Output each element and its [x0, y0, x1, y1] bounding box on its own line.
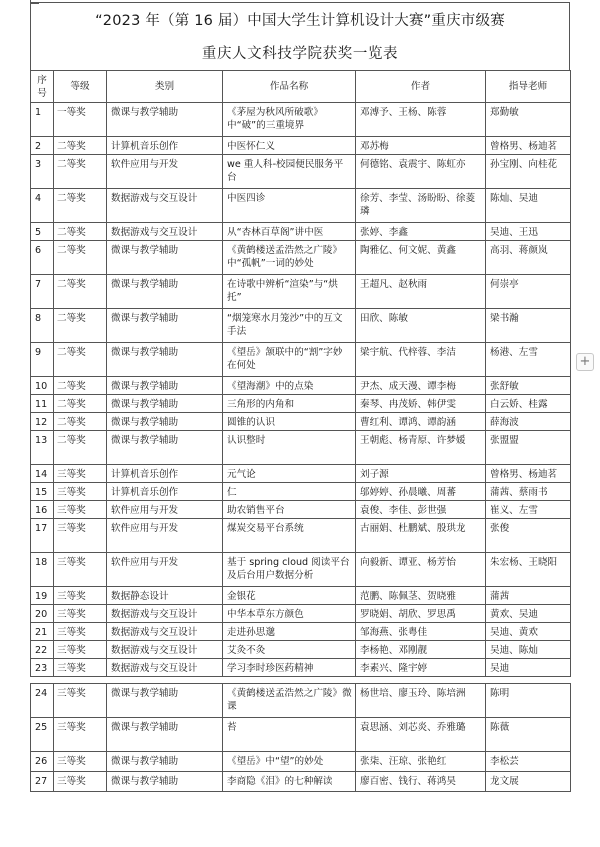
cell-rank: 三等奖: [54, 483, 107, 501]
cell-authors: 徐芳、李莹、汤盼盼、徐菱璘: [356, 189, 486, 223]
cell-category: 微课与教学辅助: [107, 241, 223, 275]
table-row: [31, 309, 571, 343]
cell-category: 数据游戏与交互设计: [107, 189, 223, 223]
table-row: [31, 483, 571, 501]
cell-advisors: 陈灿、吴迪: [486, 189, 571, 223]
cell-rank: 二等奖: [54, 137, 107, 155]
cell-category: 微课与教学辅助: [107, 772, 223, 792]
cell-advisors: 张舒敏: [486, 377, 571, 395]
header-index: 序号: [31, 71, 54, 103]
cell-category: 计算机音乐创作: [107, 465, 223, 483]
cell-rank: 二等奖: [54, 155, 107, 189]
table-row: [31, 343, 571, 377]
cell-authors: 向毅新、谭亚、杨芳怡: [356, 553, 486, 587]
cell-index: 15: [31, 483, 54, 501]
cell-authors: 陶雅亿、何文妮、黄鑫: [356, 241, 486, 275]
cell-authors: 罗晓娟、胡欣、罗思禹: [356, 605, 486, 623]
cell-work: 《望岳》颔联中的“割”字妙在何处: [223, 343, 356, 377]
cell-work: 从“杏林百草阁”讲中医: [223, 223, 356, 241]
cell-work: 中医四诊: [223, 189, 356, 223]
cell-rank: 三等奖: [54, 519, 107, 553]
award-document: [30, 2, 570, 792]
cell-rank: 二等奖: [54, 413, 107, 431]
cell-index: 1: [31, 103, 54, 137]
table-row: [31, 275, 571, 309]
cell-advisors: 崔义、左雪: [486, 501, 571, 519]
cell-advisors: 何崇亭: [486, 275, 571, 309]
cell-category: 计算机音乐创作: [107, 137, 223, 155]
cell-advisors: 杨港、左雪: [486, 343, 571, 377]
cell-index: 25: [31, 718, 54, 752]
cell-index: 27: [31, 772, 54, 792]
cell-advisors: 蒲茜、蔡雨书: [486, 483, 571, 501]
cell-authors: 杨世培、廖玉玲、陈培洲: [356, 684, 486, 718]
award-table: [30, 70, 571, 677]
cell-category: 软件应用与开发: [107, 553, 223, 587]
cell-category: 微课与教学辅助: [107, 413, 223, 431]
cell-index: 5: [31, 223, 54, 241]
cell-advisors: 陈明: [486, 684, 571, 718]
table-row: [31, 465, 571, 483]
cell-category: 微课与教学辅助: [107, 103, 223, 137]
cell-rank: 三等奖: [54, 772, 107, 792]
cell-rank: 二等奖: [54, 241, 107, 275]
cell-advisors: 郑勤敏: [486, 103, 571, 137]
competition-title: “2023 年（第 16 届）中国大学生计算机设计大赛”重庆市级赛: [95, 13, 505, 29]
table-row: [31, 501, 571, 519]
cell-rank: 三等奖: [54, 752, 107, 772]
cell-rank: 二等奖: [54, 189, 107, 223]
cell-category: 数据游戏与交互设计: [107, 223, 223, 241]
cell-index: 10: [31, 377, 54, 395]
cell-advisors: 孙宝刚、向桂花: [486, 155, 571, 189]
cell-work: 元气论: [223, 465, 356, 483]
cell-index: 19: [31, 587, 54, 605]
table-row: [31, 553, 571, 587]
cell-authors: 尹杰、成天漫、谭李梅: [356, 377, 486, 395]
cell-category: 数据游戏与交互设计: [107, 605, 223, 623]
cell-work: 基于 spring cloud 阅读平台及后台用户数据分析: [223, 553, 356, 587]
table-row: [31, 241, 571, 275]
cell-rank: 二等奖: [54, 343, 107, 377]
cell-work: 《望海潮》中的点染: [223, 377, 356, 395]
table-row: [31, 431, 571, 465]
cell-advisors: 梁书瀚: [486, 309, 571, 343]
cell-index: 23: [31, 659, 54, 677]
cell-rank: 三等奖: [54, 587, 107, 605]
cell-rank: 二等奖: [54, 309, 107, 343]
cell-index: 13: [31, 431, 54, 465]
cell-rank: 三等奖: [54, 684, 107, 718]
cell-work: 《望岳》中“望”的妙处: [223, 752, 356, 772]
cell-rank: 三等奖: [54, 605, 107, 623]
cell-work: 苔: [223, 718, 356, 752]
table-row: [31, 189, 571, 223]
table-row: [31, 377, 571, 395]
cell-authors: 田欣、陈敏: [356, 309, 486, 343]
cell-advisors: 朱宏杨、王晓阳: [486, 553, 571, 587]
cell-authors: 张婷、李鑫: [356, 223, 486, 241]
cell-authors: 袁思涵、刘芯炎、乔雅璐: [356, 718, 486, 752]
cell-rank: 一等奖: [54, 103, 107, 137]
cell-work: 艾灸不灸: [223, 641, 356, 659]
cell-authors: 曹红利、谭鸿、谭韵涵: [356, 413, 486, 431]
cell-category: 微课与教学辅助: [107, 395, 223, 413]
cell-authors: 邹海燕、张粤佳: [356, 623, 486, 641]
cell-advisors: 薛海波: [486, 413, 571, 431]
table-body-part1: [31, 103, 571, 677]
cell-advisors: 高羽、蒋颜岚: [486, 241, 571, 275]
cell-work: 《茅屋为秋风所破歌》中“破”的三重境界: [223, 103, 356, 137]
cell-index: 26: [31, 752, 54, 772]
table-row: [31, 587, 571, 605]
cell-advisors: 龙文展: [486, 772, 571, 792]
header-work: 作品名称: [223, 71, 356, 103]
cell-advisors: 陈薇: [486, 718, 571, 752]
cell-category: 计算机音乐创作: [107, 483, 223, 501]
cell-advisors: 曾格男、杨迪茗: [486, 465, 571, 483]
cell-advisors: 黄欢、吴迪: [486, 605, 571, 623]
title-block: [30, 2, 570, 70]
cell-work: 煤炭交易平台系统: [223, 519, 356, 553]
header-category: 类别: [107, 71, 223, 103]
cell-index: 2: [31, 137, 54, 155]
cell-work: 圆锥的认识: [223, 413, 356, 431]
header-rank: 等级: [54, 71, 107, 103]
cell-authors: 范鹏、陈佩茎、贺晓雅: [356, 587, 486, 605]
cell-authors: 廖百密、钱行、蒋鸿昊: [356, 772, 486, 792]
cell-authors: 何德铭、袁震宇、陈虹亦: [356, 155, 486, 189]
cell-rank: 三等奖: [54, 553, 107, 587]
cell-index: 14: [31, 465, 54, 483]
cell-rank: 二等奖: [54, 431, 107, 465]
table-row: [31, 223, 571, 241]
add-icon[interactable]: +: [576, 353, 594, 371]
table-row: [31, 395, 571, 413]
cell-advisors: 白云娇、桂露: [486, 395, 571, 413]
cell-work: 中华本草东方颜色: [223, 605, 356, 623]
award-table-continued: [30, 683, 571, 792]
cell-category: 微课与教学辅助: [107, 718, 223, 752]
cell-rank: 三等奖: [54, 718, 107, 752]
cell-authors: 邓苏梅: [356, 137, 486, 155]
cell-authors: 邓溥予、王杨、陈蓉: [356, 103, 486, 137]
cell-rank: 三等奖: [54, 501, 107, 519]
cell-index: 9: [31, 343, 54, 377]
cell-category: 微课与教学辅助: [107, 752, 223, 772]
table-row: [31, 641, 571, 659]
table-row: [31, 752, 571, 772]
cell-index: 24: [31, 684, 54, 718]
cell-authors: 梁宇航、代梓蓉、李洁: [356, 343, 486, 377]
cell-advisors: 张盟盟: [486, 431, 571, 465]
cell-work: 走进孙思邈: [223, 623, 356, 641]
cell-advisors: 曾格男、杨迪茗: [486, 137, 571, 155]
cell-advisors: 李松芸: [486, 752, 571, 772]
cell-index: 4: [31, 189, 54, 223]
cell-work: 金银花: [223, 587, 356, 605]
cell-index: 7: [31, 275, 54, 309]
cell-category: 微课与教学辅助: [107, 275, 223, 309]
cell-category: 微课与教学辅助: [107, 343, 223, 377]
cell-category: 软件应用与开发: [107, 519, 223, 553]
cell-category: 数据游戏与交互设计: [107, 659, 223, 677]
table-row: [31, 103, 571, 137]
cell-index: 12: [31, 413, 54, 431]
table-title: 重庆人文科技学院获奖一览表: [201, 46, 399, 62]
cell-work: 中医怀仁义: [223, 137, 356, 155]
cell-work: 仁: [223, 483, 356, 501]
cell-index: 6: [31, 241, 54, 275]
cell-index: 16: [31, 501, 54, 519]
cell-index: 11: [31, 395, 54, 413]
header-advisors: 指导老师: [486, 71, 571, 103]
cell-work: 李商隐《泪》的七种解读: [223, 772, 356, 792]
cell-rank: 二等奖: [54, 223, 107, 241]
cell-authors: 李杨艳、邓刚靓: [356, 641, 486, 659]
header-authors: 作者: [356, 71, 486, 103]
cell-category: 微课与教学辅助: [107, 684, 223, 718]
cell-rank: 三等奖: [54, 465, 107, 483]
cell-rank: 二等奖: [54, 275, 107, 309]
cell-authors: 李素兴、隆宇婷: [356, 659, 486, 677]
table-row: [31, 413, 571, 431]
cell-authors: 秦琴、冉茂娇、韩伊雯: [356, 395, 486, 413]
table-row: [31, 718, 571, 752]
cell-category: 软件应用与开发: [107, 155, 223, 189]
cell-category: 微课与教学辅助: [107, 431, 223, 465]
table-row: [31, 684, 571, 718]
cell-authors: 邬婷婷、孙晨曦、周蕃: [356, 483, 486, 501]
table-row: [31, 137, 571, 155]
cell-rank: 三等奖: [54, 641, 107, 659]
table-header-row: [31, 71, 571, 103]
table-row: [31, 519, 571, 553]
cell-work: 《黄鹤楼送孟浩然之广陵》中“孤帆”一词的妙处: [223, 241, 356, 275]
cell-rank: 三等奖: [54, 623, 107, 641]
cell-index: 18: [31, 553, 54, 587]
cell-index: 3: [31, 155, 54, 189]
cell-category: 软件应用与开发: [107, 501, 223, 519]
cell-authors: 刘子源: [356, 465, 486, 483]
cell-index: 17: [31, 519, 54, 553]
cell-authors: 王朝彪、杨青原、许梦媛: [356, 431, 486, 465]
table-row: [31, 623, 571, 641]
cell-authors: 王超凡、赵秋雨: [356, 275, 486, 309]
cell-advisors: 吴迪: [486, 659, 571, 677]
cell-authors: 古丽娟、杜鹏斌、殷珙龙: [356, 519, 486, 553]
cell-index: 20: [31, 605, 54, 623]
table-row: [31, 772, 571, 792]
cell-work: we 重人科-校园便民服务平台: [223, 155, 356, 189]
table-body-part2: [31, 684, 571, 792]
cell-rank: 二等奖: [54, 395, 107, 413]
cell-index: 21: [31, 623, 54, 641]
cell-category: 数据静态设计: [107, 587, 223, 605]
cell-work: 助农销售平台: [223, 501, 356, 519]
table-row: [31, 155, 571, 189]
cell-advisors: 吴迪、黄欢: [486, 623, 571, 641]
cell-advisors: 张俊: [486, 519, 571, 553]
cell-authors: 张柒、汪琼、张艳红: [356, 752, 486, 772]
cell-advisors: 吴迪、王迅: [486, 223, 571, 241]
cell-work: 三角形的内角和: [223, 395, 356, 413]
table-row: [31, 659, 571, 677]
cell-category: 数据游戏与交互设计: [107, 641, 223, 659]
cell-work: 《黄鹤楼送孟浩然之广陵》微课: [223, 684, 356, 718]
cell-work: 在诗歌中辨析“渲染”与“烘托”: [223, 275, 356, 309]
cell-category: 微课与教学辅助: [107, 377, 223, 395]
cell-work: “烟笼寒水月笼沙”中的互文手法: [223, 309, 356, 343]
cell-index: 8: [31, 309, 54, 343]
cell-rank: 三等奖: [54, 659, 107, 677]
cell-rank: 二等奖: [54, 377, 107, 395]
cell-work: 学习李时珍医药精神: [223, 659, 356, 677]
cell-advisors: 吴迪、陈灿: [486, 641, 571, 659]
cell-category: 微课与教学辅助: [107, 309, 223, 343]
cell-index: 22: [31, 641, 54, 659]
cell-work: 认识整时: [223, 431, 356, 465]
cell-authors: 袁俊、李佳、彭世强: [356, 501, 486, 519]
table-row: [31, 605, 571, 623]
cell-advisors: 蒲茜: [486, 587, 571, 605]
cell-category: 数据游戏与交互设计: [107, 623, 223, 641]
